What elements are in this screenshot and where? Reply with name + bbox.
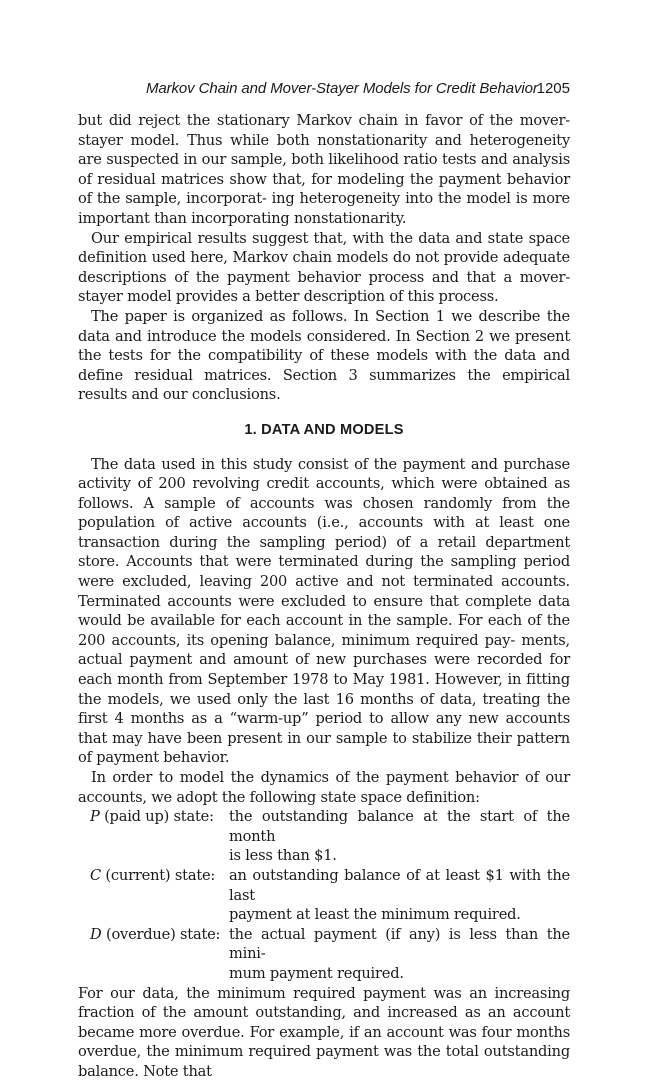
state-label-text: (overdue) state: [101, 925, 221, 943]
running-title: Markov Chain and Mover-Stayer Models for Credit Behavior [146, 80, 538, 97]
state-row-overdue [78, 925, 570, 984]
page-number: 1205 [536, 80, 570, 97]
state-desc-line: mum payment required. [229, 964, 404, 982]
paragraph-1: but did reject the stationary Markov chain in favor of the mover-stayer model. Thus while both nonstationarity and heterogeneity are suspected in our sample, both likelihood ratio tests and analysis of residual matrices show that, for modeling the payment behavior of the sample, incorporat- ing heterogeneity into the model is more important than incorporating nonstationarity. [78, 112, 570, 227]
state-description [229, 866, 570, 925]
state-label-text: (paid up) state: [99, 808, 214, 826]
section-heading: 1. DATA AND MODELS [244, 421, 404, 438]
state-label [78, 807, 229, 866]
state-row-paid-up [78, 807, 570, 866]
paragraph-5: In order to model the dynamics of the payment behavior of our accounts, we adopt the following state space definition: [78, 769, 570, 806]
state-description [229, 925, 570, 984]
state-desc-line: the outstanding balance at the start of the month [229, 808, 570, 845]
state-description [229, 807, 570, 866]
paragraph-2: Our empirical results suggest that, with the data and state space definition used here, Markov chain models do not provide adequate descriptions of the payment behavior process and that a mover-stayer model provides a better description of this process. [78, 229, 570, 306]
state-desc-line: an outstanding balance of at least $1 with the last [229, 866, 570, 904]
paragraph-6: For our data, the minimum required payment was an increasing fraction of the amount outstanding, and increased as an account became more overdue. For example, if an account was four months overdue, the minimum required payment was the total outstanding balance. Note that [78, 984, 570, 1080]
state-desc-line: is less than $1. [229, 847, 337, 865]
state-symbol: P [90, 808, 100, 826]
state-desc-line: the actual payment (if any) is less than the mini- [229, 925, 570, 963]
state-label [78, 866, 229, 925]
state-symbol: C [90, 866, 101, 884]
state-definitions [78, 807, 570, 983]
paragraph-3: The paper is organized as follows. In Section 1 we describe the data and introduce the models considered. In Section 2 we present the tests for the compatibility of these models with the data and define residual matrices. Section 3 summarizes the empirical results and our conclusions. [78, 307, 570, 404]
body-text [78, 111, 570, 1082]
state-symbol: D [90, 925, 102, 943]
state-row-current [78, 866, 570, 925]
state-label [78, 925, 229, 984]
state-desc-line: payment at least the minimum required. [229, 906, 521, 924]
paragraph-4: The data used in this study consist of the payment and purchase activity of 200 revolving credit accounts, which were obtained as follows. A sample of accounts was chosen randomly from the population of active accounts (i.e., accounts with at least one transaction during the sampling period) of a retail department store. Accounts that were terminated during the sampling period were excluded, leaving 200 active and not terminated accounts. Terminated accounts were excluded to ensure that complete data would be available for each account in the sample. For each of the 200 accounts, its opening balance, minimum required pay- ments, actual payment and amount of new purchases were recorded for each month from September 1978 to May 1981. However, in fitting the models, we used only the last 16 months of data, treating the first 4 months as a “warm-up” period to allow any new accounts that may have been present in our sample to stabilize their pattern of payment behavior. [78, 455, 570, 767]
state-label-text: (current) state: [100, 866, 216, 884]
